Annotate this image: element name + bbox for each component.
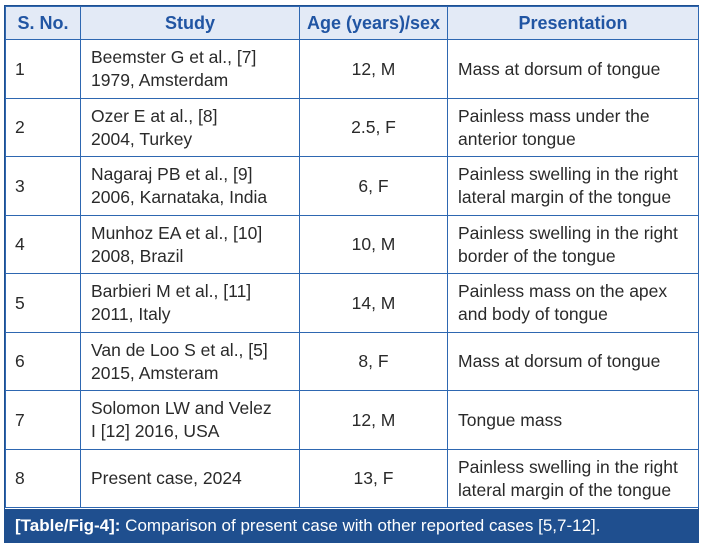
presentation-text: Painless swelling in the right border of the tongue bbox=[458, 222, 678, 266]
study-text: Barbieri M et al., [11] 2011, Italy bbox=[91, 281, 252, 324]
cell-presentation bbox=[448, 274, 699, 333]
study-text: Munhoz EA et al., [10] 2008, Brazil bbox=[91, 222, 263, 266]
table-row bbox=[6, 333, 699, 391]
cell-presentation bbox=[448, 99, 699, 157]
sno-text: 4 bbox=[15, 234, 25, 254]
caption-text: Comparison of present case with other reported cases [5,7-12]. bbox=[120, 516, 601, 535]
presentation-text: Painless mass on the apex and body of tongue bbox=[458, 281, 668, 324]
sno-text: 2 bbox=[15, 117, 25, 137]
table-row bbox=[6, 450, 699, 508]
sno-text: 7 bbox=[15, 409, 25, 430]
cell-sno bbox=[6, 391, 81, 450]
study-text: Beemster G et al., [7] 1979, Amsterdam bbox=[91, 47, 257, 90]
cell-study bbox=[81, 99, 300, 157]
cell-age bbox=[300, 216, 448, 274]
age-text: 10, M bbox=[351, 234, 396, 254]
cell-age bbox=[300, 333, 448, 391]
table-row bbox=[6, 391, 699, 450]
cell-age bbox=[300, 450, 448, 508]
study-text: Ozer E at al., [8] 2004, Turkey bbox=[91, 105, 218, 149]
age-text: 13, F bbox=[353, 468, 394, 488]
table-figure bbox=[4, 5, 699, 543]
header-row bbox=[6, 7, 699, 40]
cell-presentation bbox=[448, 157, 699, 216]
age-text: 12, M bbox=[351, 58, 396, 79]
study-text: Solomon LW and Velez I [12] 2016, USA bbox=[91, 398, 272, 441]
age-text: 12, M bbox=[351, 409, 396, 430]
cell-sno bbox=[6, 157, 81, 216]
age-text: 6, F bbox=[358, 175, 389, 196]
cell-sno bbox=[6, 274, 81, 333]
cell-study bbox=[81, 450, 300, 508]
study-text: Nagaraj PB et al., [9] 2006, Karnataka, India bbox=[91, 164, 268, 207]
cell-age bbox=[300, 274, 448, 333]
cell-study bbox=[81, 157, 300, 216]
cell-age bbox=[300, 157, 448, 216]
cell-sno bbox=[6, 333, 81, 391]
sno-text: 8 bbox=[15, 468, 25, 488]
header-study: Study bbox=[81, 7, 300, 40]
header-age-sex: Age (years)/sex bbox=[300, 7, 448, 40]
presentation-text: Painless swelling in the right lateral margin of the tongue bbox=[458, 456, 678, 500]
caption-label: [Table/Fig-4]: bbox=[15, 516, 121, 535]
header-sno: S. No. bbox=[6, 7, 81, 40]
cell-presentation bbox=[448, 216, 699, 274]
table-row bbox=[6, 216, 699, 274]
presentation-text: Tongue mass bbox=[458, 409, 563, 430]
table-caption bbox=[5, 509, 698, 542]
table-row bbox=[6, 40, 699, 99]
table-row bbox=[6, 274, 699, 333]
cell-age bbox=[300, 99, 448, 157]
cell-study bbox=[81, 391, 300, 450]
age-text: 14, M bbox=[351, 292, 396, 313]
cell-sno bbox=[6, 450, 81, 508]
cell-sno bbox=[6, 40, 81, 99]
cell-sno bbox=[6, 216, 81, 274]
cell-presentation bbox=[448, 450, 699, 508]
cell-age bbox=[300, 40, 448, 99]
age-text: 2.5, F bbox=[351, 117, 396, 137]
study-text: Van de Loo S et al., [5] 2015, Amsteram bbox=[91, 339, 268, 383]
table-row bbox=[6, 99, 699, 157]
cell-study bbox=[81, 333, 300, 391]
age-text: 8, F bbox=[358, 351, 389, 371]
header-presentation: Presentation bbox=[448, 7, 699, 40]
sno-text: 5 bbox=[15, 292, 25, 313]
cell-study bbox=[81, 274, 300, 333]
cell-sno bbox=[6, 99, 81, 157]
sno-text: 1 bbox=[15, 58, 25, 79]
sno-text: 3 bbox=[15, 175, 25, 196]
cell-study bbox=[81, 40, 300, 99]
sno-text: 6 bbox=[15, 351, 25, 371]
presentation-text: Mass at dorsum of tongue bbox=[458, 351, 661, 371]
presentation-text: Painless swelling in the right lateral margin of the tongue bbox=[458, 164, 678, 207]
presentation-text: Mass at dorsum of tongue bbox=[458, 58, 661, 79]
cell-presentation bbox=[448, 40, 699, 99]
comparison-table bbox=[5, 6, 699, 508]
presentation-text: Painless mass under the anterior tongue bbox=[458, 105, 650, 149]
cell-presentation bbox=[448, 333, 699, 391]
study-text: Present case, 2024 bbox=[91, 468, 242, 488]
cell-study bbox=[81, 216, 300, 274]
cell-age bbox=[300, 391, 448, 450]
cell-presentation bbox=[448, 391, 699, 450]
table-row bbox=[6, 157, 699, 216]
